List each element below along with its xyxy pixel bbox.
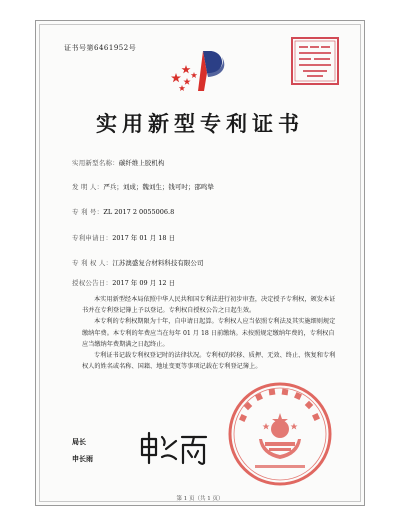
- patentee-field: [72, 258, 203, 267]
- utility-model-name-label: 实用新型名称：: [72, 159, 119, 167]
- patentee-label: 专 利 权 人：: [72, 259, 113, 267]
- certificate-number-suffix: 号: [128, 44, 137, 52]
- page-number: 第 1 页（共 1 页）: [176, 496, 224, 502]
- official-round-seal: [225, 379, 335, 489]
- director-signature: [136, 427, 210, 469]
- filing-date-value: 2017 年 01 月 18 日: [112, 234, 176, 242]
- inventor-label: 发 明 人：: [72, 183, 104, 191]
- grant-date-field: [72, 278, 175, 287]
- body-paragraph: 本专利的专利权期限为十年，自申请日起算。专利权人应当依照专利法及其实施细则规定缴纳年费。本专利的年费应当在每年 01 月 18 日前缴纳。未按照规定缴纳年费的，专利权自应当缴纳年费期满之日起终止。: [82, 318, 336, 348]
- top-right-office-stamp: [289, 35, 341, 87]
- bureau-director-title: 局长: [72, 437, 86, 446]
- filing-date-label: 专利申请日：: [72, 234, 113, 242]
- certificate-number-prefix: 证书号第: [64, 44, 94, 52]
- grant-date-label: 授权公告日：: [72, 279, 113, 287]
- patent-number-value: ZL 2017 2 0055006.8: [103, 208, 175, 216]
- patent-number-label: 专 利 号：: [72, 208, 104, 216]
- patent-number-field: [72, 207, 174, 216]
- director-name: 申长雨: [72, 454, 93, 463]
- grant-date-value: 2017 年 09 月 12 日: [112, 279, 176, 287]
- certificate-title: 实用新型专利证书: [96, 111, 304, 136]
- certificate-body-text: [82, 294, 338, 372]
- utility-model-name-field: [72, 158, 164, 167]
- certificate-number-value: 6461952: [94, 44, 129, 52]
- utility-model-name-value: 碳纤维上胶机构: [118, 159, 165, 167]
- body-paragraph: 本实用新型经本局依照中华人民共和国专利法进行初步审查，决定授予专利权，颁发本证书并在专利登记簿上予以登记。专利权自授权公告之日起生效。: [82, 296, 336, 315]
- inventor-value: 严兵；刘成；魏刘生；钱可吋；邵鸣挚: [103, 183, 214, 191]
- patent-office-emblem-icon: [162, 45, 244, 95]
- certificate-number: [64, 43, 136, 53]
- inventor-field: [72, 182, 214, 191]
- patentee-value: 江苏澳盛复合材料科技有限公司: [112, 259, 204, 267]
- body-paragraph: 专利证书记载专利权登记时的法律状况。专利权的转移、质押、无效、终止、恢复和专利权人的姓名或名称、国籍、地址变更等事项记载在专利登记簿上。: [82, 352, 336, 371]
- filing-date-field: [72, 233, 175, 242]
